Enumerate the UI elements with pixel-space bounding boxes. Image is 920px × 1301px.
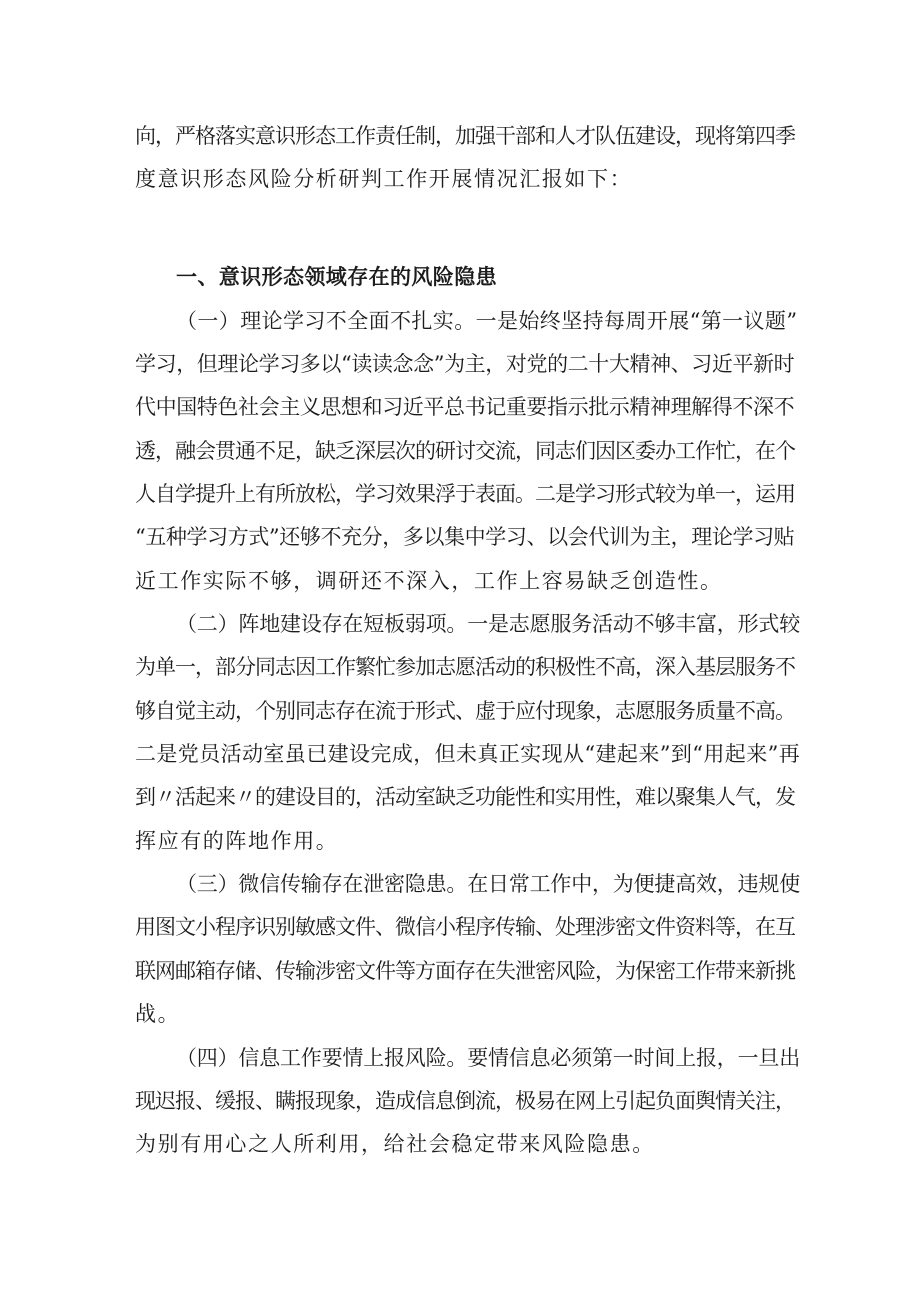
- intro-line: 度意识形态风险分析研判工作开展情况汇报如下：: [135, 167, 633, 191]
- paragraph-2-line: 到〃活起来〃的建设目的，活动室缺乏功能性和实用性，难以聚集人气，发: [135, 785, 795, 809]
- paragraph-3-line: 用图文小程序识别敏感文件、微信小程序传输、处理涉密文件资料等，在互: [135, 915, 795, 939]
- paragraph-1-line: 近工作实际不够，调研还不深入，工作上容易缺乏创造性。: [135, 569, 723, 593]
- paragraph-2-line: （二）阵地建设存在短板弱项。一是志愿服务活动不够丰富，形式较: [176, 612, 800, 636]
- paragraph-1-line: 代中国特色社会主义思想和习近平总书记重要指示批示精神理解得不深不: [135, 395, 795, 419]
- section-heading: 一、意识形态领域存在的风险隐患: [176, 265, 497, 289]
- paragraph-2-line: 挥应有的阵地作用。: [135, 829, 339, 853]
- paragraph-3-line: （三）微信传输存在泄密隐患。在日常工作中，为便捷高效，违规使: [176, 872, 800, 896]
- paragraph-2-line: 为单一，部分同志因工作繁忙参加志愿活动的积极性不高，深入基层服务不: [135, 655, 795, 679]
- paragraph-1-line: 透，融会贯通不足，缺乏深层次的研讨交流，同志们因区委办工作忙，在个: [135, 439, 795, 463]
- intro-line: 向，严格落实意识形态工作责任制，加强干部和人才队伍建设，现将第四季: [135, 124, 795, 148]
- paragraph-4-line: 为别有用心之人所利用，给社会稳定带来风险隐患。: [135, 1132, 655, 1156]
- paragraph-1-line: （一）理论学习不全面不扎实。一是始终坚持每周开展“第一议题”: [176, 309, 798, 333]
- paragraph-2-line: 够自觉主动，个别同志存在流于形式、虚于应付现象，志愿服务质量不高。: [135, 699, 795, 723]
- paragraph-4-line: 现迟报、缓报、瞒报现象，造成信息倒流，极易在网上引起负面舆情关注，: [135, 1089, 795, 1113]
- paragraph-1-line: “五种学习方式”还够不充分，多以集中学习、以会代训为主，理论学习贴: [135, 525, 795, 549]
- paragraph-3-line: 战。: [135, 1002, 181, 1026]
- paragraph-4-line: （四）信息工作要情上报风险。要情信息必须第一时间上报，一旦出: [176, 1046, 800, 1070]
- paragraph-1-line: 学习，但理论学习多以“读读念念”为主，对党的二十大精神、习近平新时: [135, 352, 795, 376]
- paragraph-3-line: 联网邮箱存储、传输涉密文件等方面存在失泄密风险，为保密工作带来新挑: [135, 959, 795, 983]
- paragraph-1-line: 人自学提升上有所放松，学习效果浮于表面。二是学习形式较为单一，运用: [135, 482, 795, 506]
- paragraph-2-line: 二是党员活动室虽已建设完成，但未真正实现从“建起来”到“用起来”再: [135, 742, 801, 766]
